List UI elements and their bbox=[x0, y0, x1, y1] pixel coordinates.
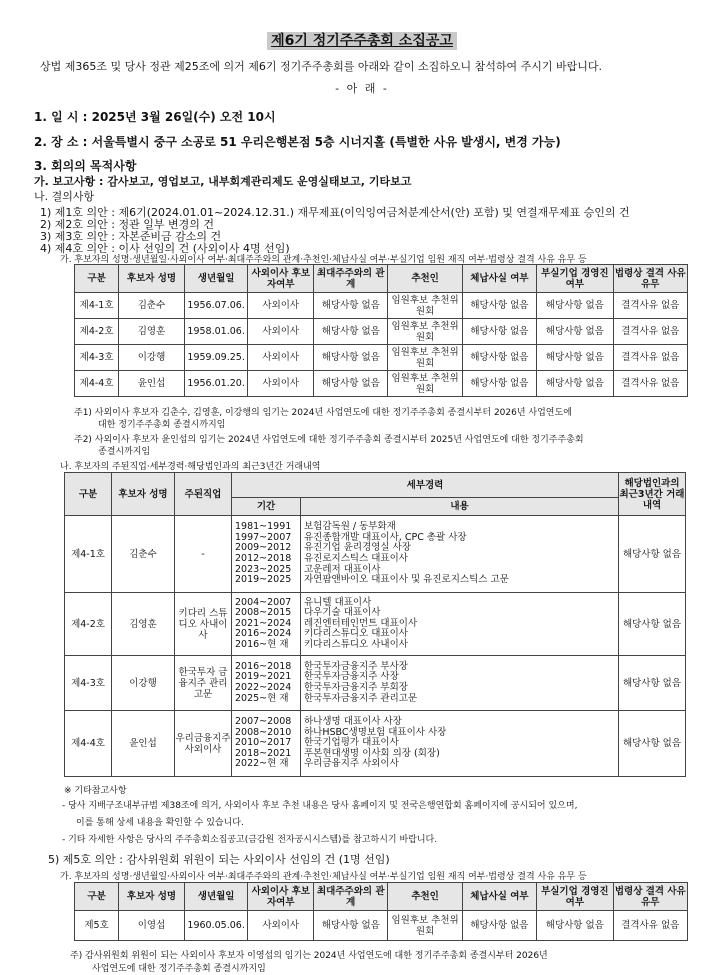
col-header: 사외이사 후보자여부 bbox=[248, 265, 314, 293]
cell: 사외이사 bbox=[248, 371, 314, 397]
cell: 사외이사 bbox=[248, 911, 314, 941]
etc-note: 이를 통해 상세 내용을 확인할 수 있습니다. bbox=[76, 818, 244, 828]
cell: 제4-3호 bbox=[65, 656, 112, 711]
col-header: 법령상 결격 사유 유무 bbox=[613, 883, 687, 911]
cell: 김춘수 bbox=[119, 293, 185, 319]
agenda-item: 1) 제1호 의안 : 제6기(2024.01.01~2024.12.31.) 재무제표(이익잉여금처분계산서(안) 포함) 및 연결재무제표 승인의 건 bbox=[40, 206, 630, 219]
meeting-date: 1. 일 시 : 2025년 3월 26일(수) 오전 10시 bbox=[34, 110, 276, 124]
cell: 해당사항 없음 bbox=[314, 345, 388, 371]
col-header: 추천인 bbox=[388, 265, 462, 293]
col-header: 기간 bbox=[232, 498, 301, 516]
cell: - bbox=[175, 516, 232, 593]
col-header: 추천인 bbox=[388, 883, 462, 911]
cell: 임원후보 추천위원회 bbox=[388, 319, 462, 345]
cell: 해당사항 없음 bbox=[462, 911, 536, 941]
footnote: 주2) 사외이사 후보자 윤인섭의 임기는 2024년 사업연도에 대한 정기주주총회 종결시부터 2025년 사업연도에 대한 정기주주총회 bbox=[74, 435, 584, 445]
col-header: 후보자 성명 bbox=[112, 473, 175, 516]
cell: 임원후보 추천위원회 bbox=[388, 293, 462, 319]
col-header: 부실기업 경영진 여부 bbox=[537, 883, 613, 911]
col-header: 주된직업 bbox=[175, 473, 232, 516]
table-row bbox=[75, 911, 688, 941]
cell: 한국투자 금융지주 관리고문 bbox=[175, 656, 232, 711]
table-row bbox=[65, 656, 686, 711]
career-table bbox=[64, 472, 686, 777]
cell: 해당사항 없음 bbox=[537, 371, 613, 397]
cell: 윤인섭 bbox=[119, 371, 185, 397]
footnote: 사업연도에 대한 정기주주총회 종결시까지임 bbox=[92, 964, 266, 974]
purpose-heading: 3. 회의의 목적사항 bbox=[34, 159, 137, 173]
cell: 해당사항 없음 bbox=[619, 593, 686, 656]
cell: 결격사유 없음 bbox=[613, 911, 687, 941]
cell: 해당사항 없음 bbox=[314, 911, 388, 941]
cell: 1956.01.20. bbox=[184, 371, 248, 397]
meeting-place: 2. 장 소 : 서울특별시 중구 소공로 51 우리은행본점 5층 시너지홀 (특별한 사유 발생시, 변경 가능) bbox=[34, 135, 561, 149]
cell: 제4-3호 bbox=[75, 345, 119, 371]
table-header-row bbox=[65, 473, 686, 498]
etc-note: - 기타 자세한 사항은 당사의 주주총회소집공고(금감원 전자공시시스템)를 참고하시기 바랍니다. bbox=[62, 835, 438, 845]
cell: 해당사항 없음 bbox=[537, 293, 613, 319]
career-contents: 하나생명 대표이사 사장 하나HSBC생명보험 대표이사 사장 한국기업평가 대표이사 푸본현대생명 이사회 의장 (회장) 우리금융지주 사외이사 bbox=[301, 711, 619, 777]
agenda-item: 3) 제3호 의안 : 자본준비금 감소의 건 bbox=[40, 230, 222, 243]
table1-caption: 가. 후보자의 성명·생년월일·사외이사 여부·최대주주와의 관계·추천인·체납사실 여부·부실기업 임원 재직 여부·법령상 결격 사유 유무 등 bbox=[60, 255, 587, 265]
career-periods: 2007~2008 2008~2010 2010~2017 2018~2021 2022~현 재 bbox=[232, 711, 301, 777]
col-header: 구분 bbox=[75, 883, 119, 911]
cell: 우리금융지주 사외이사 bbox=[175, 711, 232, 777]
col-header: 구분 bbox=[75, 265, 119, 293]
cell: 해당사항 없음 bbox=[462, 293, 536, 319]
cell: 사외이사 bbox=[248, 345, 314, 371]
cell: 결격사유 없음 bbox=[613, 293, 687, 319]
cell: 제5호 bbox=[75, 911, 119, 941]
col-header: 내용 bbox=[301, 498, 619, 516]
cell: 키다리 스튜디오 사내이사 bbox=[175, 593, 232, 656]
cell: 결격사유 없음 bbox=[613, 371, 687, 397]
cell: 1958.01.06. bbox=[184, 319, 248, 345]
footnote: 주1) 사외이사 후보자 김춘수, 김영훈, 이강행의 임기는 2024년 사업연도에 대한 정기주주총회 종결시부터 2026년 사업연도에 bbox=[74, 408, 572, 418]
cell: 결격사유 없음 bbox=[613, 345, 687, 371]
col-header: 생년월일 bbox=[184, 883, 248, 911]
cell: 이영섭 bbox=[119, 911, 185, 941]
table-row bbox=[75, 345, 688, 371]
cell: 해당사항 없음 bbox=[314, 319, 388, 345]
agenda-item: 4) 제4호 의안 : 이사 선임의 건 (사외이사 4명 선임) bbox=[40, 242, 290, 255]
cell: 해당사항 없음 bbox=[619, 516, 686, 593]
etc-heading: ※ 기타참고사항 bbox=[64, 786, 127, 796]
career-periods: 2004~2007 2008~2015 2021~2024 2016~2024 2016~현 재 bbox=[232, 593, 301, 656]
cell: 이강행 bbox=[112, 656, 175, 711]
cell: 윤인섭 bbox=[112, 711, 175, 777]
cell: 해당사항 없음 bbox=[537, 319, 613, 345]
cell: 제4-2호 bbox=[75, 319, 119, 345]
footnote: 주) 감사위원회 위원이 되는 사외이사 후보자 이영섭의 임기는 2024년 사업연도에 대한 정기주주총회 종결시부터 2026년 bbox=[70, 951, 548, 961]
col-header: 해당법인과의 최근3년간 거래내역 bbox=[619, 473, 686, 516]
cell: 김영훈 bbox=[119, 319, 185, 345]
cell: 결격사유 없음 bbox=[613, 319, 687, 345]
career-contents: 유니텔 대표이사 다우기술 대표이사 레진엔터테인먼트 대표이사 키다리스튜디오 대표이사 키다리스튜디오 사내이사 bbox=[301, 593, 619, 656]
col-header: 체납사실 여부 bbox=[462, 265, 536, 293]
resolution-heading: 나. 결의사항 bbox=[34, 190, 95, 203]
cell: 해당사항 없음 bbox=[537, 911, 613, 941]
table-row bbox=[65, 711, 686, 777]
report-items: 가. 보고사항 : 감사보고, 영업보고, 내부회계관리제도 운영실태보고, 기타보고 bbox=[34, 175, 412, 188]
col-header: 세부경력 bbox=[232, 473, 619, 498]
col-header: 체납사실 여부 bbox=[462, 883, 536, 911]
cell: 제4-1호 bbox=[65, 516, 112, 593]
table-header-row bbox=[75, 265, 688, 293]
agenda-item: 5) 제5호 의안 : 감사위원회 위원이 되는 사외이사 선임의 건 (1명 선임) bbox=[48, 853, 390, 866]
cell: 사외이사 bbox=[248, 319, 314, 345]
career-periods: 1981~1991 1997~2007 2009~2012 2012~2018 2023~2025 2019~2025 bbox=[232, 516, 301, 593]
cell: 1959.09.25. bbox=[184, 345, 248, 371]
candidate-table bbox=[74, 264, 688, 397]
table-row bbox=[65, 516, 686, 593]
cell: 임원후보 추천위원회 bbox=[388, 345, 462, 371]
col-header: 생년월일 bbox=[184, 265, 248, 293]
cell: 제4-2호 bbox=[65, 593, 112, 656]
col-header: 최대주주와의 관계 bbox=[314, 265, 388, 293]
section-divider-text: - 아 래 - bbox=[335, 82, 389, 95]
cell: 1956.07.06. bbox=[184, 293, 248, 319]
cell: 해당사항 없음 bbox=[314, 293, 388, 319]
cell: 해당사항 없음 bbox=[619, 711, 686, 777]
candidate-table bbox=[74, 882, 688, 941]
footnote: 대한 정기주주총회 종결시까지임 bbox=[98, 420, 226, 430]
table-row bbox=[75, 293, 688, 319]
career-contents: 한국투자금융지주 부사장 한국투자금융지주 사장 한국투자금융지주 부회장 한국투자금융지주 관리고문 bbox=[301, 656, 619, 711]
col-header: 후보자 성명 bbox=[119, 265, 185, 293]
cell: 해당사항 없음 bbox=[537, 345, 613, 371]
table-row bbox=[75, 371, 688, 397]
cell: 김춘수 bbox=[112, 516, 175, 593]
career-contents: 보험감독원 / 동부화재 유진종합개발 대표이사, CPC 총괄 사장 유진기업 윤리경영실 사장 유진로지스틱스 대표이사 고운레저 대표이사 자연팜앤바이오 대표이사 및 유진로지스틱스 고문 bbox=[301, 516, 619, 593]
col-header: 후보자 성명 bbox=[119, 883, 185, 911]
cell: 제4-4호 bbox=[75, 371, 119, 397]
cell: 임원후보 추천위원회 bbox=[388, 911, 462, 941]
footnote: 종결시까지임 bbox=[98, 447, 151, 457]
col-header: 사외이사 후보자여부 bbox=[248, 883, 314, 911]
notice-title: 제6기 정기주주총회 소집공고 bbox=[0, 30, 724, 50]
cell: 해당사항 없음 bbox=[619, 656, 686, 711]
table-header-row bbox=[75, 883, 688, 911]
agenda-item: 2) 제2호 의안 : 정관 일부 변경의 건 bbox=[40, 218, 214, 231]
cell: 해당사항 없음 bbox=[462, 319, 536, 345]
cell: 사외이사 bbox=[248, 293, 314, 319]
cell: 해당사항 없음 bbox=[314, 371, 388, 397]
cell: 해당사항 없음 bbox=[462, 371, 536, 397]
cell: 제4-1호 bbox=[75, 293, 119, 319]
cell: 해당사항 없음 bbox=[462, 345, 536, 371]
etc-note: - 당사 지배구조내부규범 제38조에 의거, 사외이사 후보 추천 내용은 당사 홈페이지 및 전국은행연합회 홈페이지에 공시되어 있으며, bbox=[62, 801, 578, 811]
cell: 제4-4호 bbox=[65, 711, 112, 777]
cell: 이강행 bbox=[119, 345, 185, 371]
col-header: 법령상 결격 사유 유무 bbox=[613, 265, 687, 293]
intro-text: 상법 제365조 및 당사 정관 제25조에 의거 제6기 정기주주총회를 아래와 같이 소집하오니 참석하여 주시기 바랍니다. bbox=[40, 60, 602, 73]
col-header: 최대주주와의 관계 bbox=[314, 883, 388, 911]
col-header: 구분 bbox=[65, 473, 112, 516]
career-periods: 2016~2018 2019~2021 2022~2024 2025~현 재 bbox=[232, 656, 301, 711]
cell: 임원후보 추천위원회 bbox=[388, 371, 462, 397]
table2-caption: 나. 후보자의 주된직업·세부경력·해당법인과의 최근3년간 거래내역 bbox=[60, 462, 321, 472]
table-row bbox=[75, 319, 688, 345]
col-header: 부실기업 경영진 여부 bbox=[537, 265, 613, 293]
cell: 1960.05.06. bbox=[184, 911, 248, 941]
table3-caption: 가. 후보자의 성명·생년월일·사외이사 여부·최대주주와의 관계·추천인·체납사실 여부·부실기업 임원 재직 여부·법령상 결격 사유 유무 등 bbox=[60, 872, 587, 882]
cell: 김영훈 bbox=[112, 593, 175, 656]
table-row bbox=[65, 593, 686, 656]
